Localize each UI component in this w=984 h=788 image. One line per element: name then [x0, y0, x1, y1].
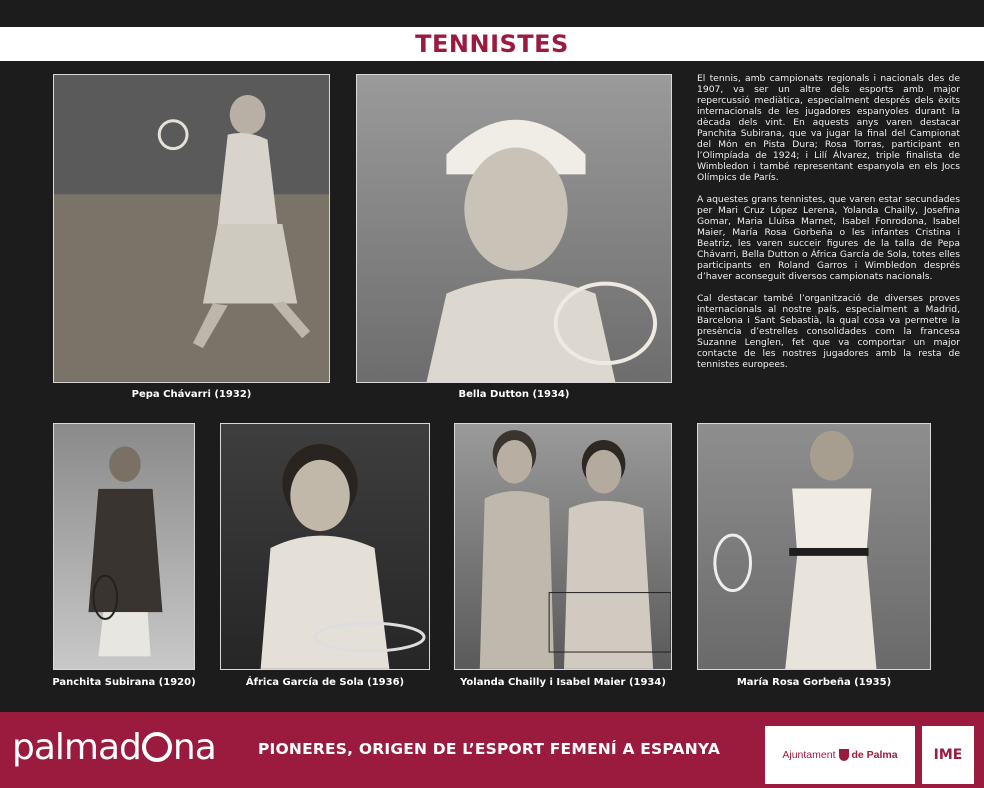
logo-text-right: na	[172, 727, 216, 768]
coat-of-arms-icon	[839, 749, 849, 761]
photo-pepa-chavarri	[53, 74, 330, 383]
two-players-illustration	[455, 424, 671, 669]
caption-bella-dutton: Bella Dutton (1934)	[458, 389, 570, 400]
tennis-player-illustration	[54, 75, 329, 382]
photo-panchita-subirana	[53, 423, 195, 670]
footer-slogan: PIONERES, ORIGEN DE L’ESPORT FEMENÍ A ESPANYA	[258, 740, 721, 758]
caption-panchita-subirana: Panchita Subirana (1920)	[52, 677, 196, 688]
portrait-illustration	[221, 424, 429, 669]
photo-maria-rosa-gorbena	[697, 423, 931, 670]
palmadona-logo	[12, 726, 216, 770]
profile-o-icon	[142, 732, 172, 762]
paragraph: Cal destacar també l’organització de diverses proves internacionals al nostre país, especialment a Madrid, Barcelona i Sant Sebastià, la qual cosa va permetre la presència d’estrelles consolidades com la francesa Suzanne Lenglen, fet que va comportar un major contacte de les nostres jugadores amb la resta de tennistes europees.	[697, 293, 960, 370]
ime-text: IME	[933, 747, 963, 763]
ajuntament-text-left: Ajuntament	[782, 749, 836, 761]
logo-text-left: palmad	[12, 727, 141, 768]
paragraph: A aquestes grans tennistes, que varen estar secundades per Mari Cruz López Lerena, Yolanda Chailly, Josefina Gomar, Maria Lluïsa Marnet, Isabel Fonrodona, Isabel Maier, María Rosa Gorbeña o les infantes Cristina i Beatriz, les varen succeir figures de la talla de Pepa Chávarri, Bella Dutton o África García de Sola, totes elles participants en Roland Garros i Wimbledon després d’haver aconseguit diversos campionats nacionals.	[697, 194, 960, 282]
ajuntament-logo	[765, 726, 915, 784]
ajuntament-text-right: de Palma	[851, 749, 898, 761]
ime-logo	[922, 726, 974, 784]
article-text	[697, 73, 960, 381]
photo-yolanda-chailly-isabel-maier	[454, 423, 672, 670]
caption-pepa-chavarri: Pepa Chávarri (1932)	[131, 389, 252, 400]
tennis-player-illustration	[698, 424, 930, 669]
footer-bar	[0, 712, 984, 788]
photo-bella-dutton	[356, 74, 672, 383]
page-title: TENNISTES	[415, 30, 569, 58]
portrait-illustration	[357, 75, 671, 382]
title-bar	[0, 27, 984, 61]
caption-yolanda-chailly-isabel-maier: Yolanda Chailly i Isabel Maier (1934)	[460, 677, 666, 688]
caption-africa-garcia-de-sola: África García de Sola (1936)	[245, 677, 405, 688]
caption-maria-rosa-gorbena: María Rosa Gorbeña (1935)	[736, 677, 892, 688]
photo-africa-garcia-de-sola	[220, 423, 430, 670]
paragraph: El tennis, amb campionats regionals i nacionals des de 1907, va ser un altre dels esports amb major repercussió mediàtica, especialment després dels èxits internacionals de les jugadores espanyoles durant la dècada dels vint. En aquests anys varen destacar Panchita Subirana, que va jugar la final del Campionat del Món en Pista Dura; Rosa Torras, participant en l’Olimpíada de 1924; i Lilí Álvarez, triple finalista de Wimbledon i també representant espanyola en els Jocs Olímpics de París.	[697, 73, 960, 183]
tennis-player-illustration	[54, 424, 194, 669]
